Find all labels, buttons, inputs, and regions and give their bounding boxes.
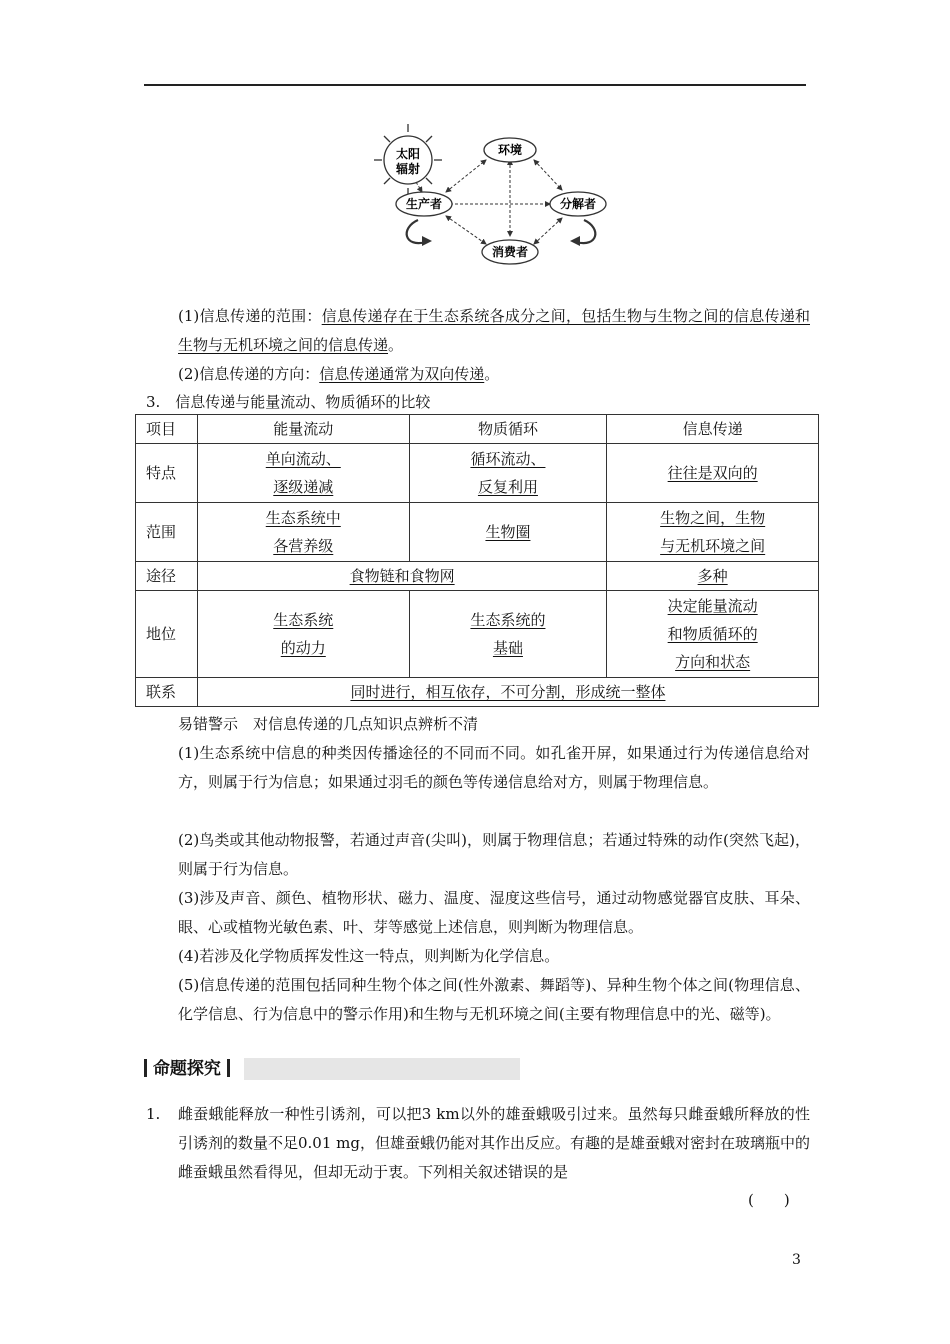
direction-answer: 信息传递通常为双向传递: [319, 365, 485, 383]
question-number: 1.: [146, 1105, 161, 1123]
table-row: [136, 444, 819, 503]
table-cell: 食物链和食物网: [197, 562, 606, 591]
header-rule: [144, 84, 806, 86]
note-item: (5)信息传递的范围包括同种生物个体之间(性外激素、舞蹈等)、异种生物个体之间(物理信息、化学信息、行为信息中的警示作用)和生物与无机环境之间(主要有物理信息中的光、磁等)。: [178, 976, 810, 1023]
answer-bracket: ( ): [748, 1191, 790, 1209]
table-cell: 生态系统的 基础: [409, 591, 607, 678]
table-row: [136, 678, 819, 707]
table-row: [136, 503, 819, 562]
header-cell: 信息传递: [607, 415, 819, 444]
note-item: (1)生态系统中信息的种类因传播途径的不同而不同。如孔雀开屏，如果通过行为传递信息给对方，则属于行为信息；如果通过羽毛的颜色等传递信息给对方，则属于物理信息。: [178, 744, 810, 791]
header-cell: 物质循环: [409, 415, 607, 444]
row-label: 联系: [136, 678, 198, 707]
table-cell: 生态系统 的动力: [197, 591, 409, 678]
row-label: 特点: [136, 444, 198, 503]
page-number: 3: [792, 1252, 801, 1268]
scope-answer: 信息传递存在于生态系统各成分之间，包括生物与生物之间的信息传递和生物与无机环境之间的信息传递: [178, 307, 810, 354]
header-cell: 能量流动: [197, 415, 409, 444]
header-cell: 项目: [136, 415, 198, 444]
table-cell: 生态系统中 各营养级: [197, 503, 409, 562]
table-cell: 循环流动、 反复利用: [409, 444, 607, 503]
scope-label: (1)信息传递的范围：: [178, 307, 322, 325]
table-cell: 生物圈: [409, 503, 607, 562]
section3-heading: 3. 信息传递与能量流动、物质循环的比较: [146, 393, 431, 411]
scope-paragraph: (1)信息传递的范围：信息传递存在于生态系统各成分之间，包括生物与生物之间的信息传递和生物与无机环境之间的信息传递。: [178, 307, 810, 354]
table-row: [136, 562, 819, 591]
information-flow-diagram: [370, 122, 620, 294]
table-cell: 多种: [607, 562, 819, 591]
note-item: (3)涉及声音、颜色、植物形状、磁力、温度、湿度这些信号，通过动物感觉器官皮肤、耳朵、眼、心或植物光敏色素、叶、芽等感觉上述信息，则判断为物理信息。: [178, 889, 810, 936]
table-row: [136, 591, 819, 678]
sun-label-1: 太阳: [395, 147, 421, 161]
direction-paragraph: (2)信息传递的方向：信息传递通常为双向传递。: [178, 365, 500, 383]
row-label: 范围: [136, 503, 198, 562]
section-title: 命题探究: [144, 1058, 230, 1080]
warning-title: 易错警示 对信息传递的几点知识点辨析不清: [178, 715, 479, 733]
table-cell: 同时进行，相互依存，不可分割，形成统一整体: [197, 678, 818, 707]
table-cell: 单向流动、 逐级递减: [197, 444, 409, 503]
direction-label: (2)信息传递的方向：: [178, 365, 320, 383]
consumer-label: 消费者: [491, 245, 529, 259]
comparison-table: [135, 414, 819, 707]
decomposer-label: 分解者: [559, 197, 597, 211]
note-item: (4)若涉及化学物质挥发性这一特点，则判断为化学信息。: [178, 947, 560, 965]
table-header-row: [136, 415, 819, 444]
row-label: 地位: [136, 591, 198, 678]
question-text: 雌蚕蛾能释放一种性引诱剂，可以把3 km以外的雄蚕蛾吸引过来。虽然每只雌蚕蛾所释放的性引诱剂的数量不足0.01 mg，但雄蚕蛾仍能对其作出反应。有趣的是雄蚕蛾对密封在玻璃瓶中的雌蚕蛾虽然看得见，但却无动于衷。下列相关叙述错误的是: [178, 1105, 810, 1181]
note-item: (2)鸟类或其他动物报警，若通过声音(尖叫)，则属于物理信息；若通过特殊的动作(突然飞起)，则属于行为信息。: [178, 831, 810, 878]
table-cell: 生物之间，生物 与无机环境之间: [607, 503, 819, 562]
row-label: 途径: [136, 562, 198, 591]
sun-label-2: 辐射: [395, 162, 421, 176]
table-cell: 往往是双向的: [607, 444, 819, 503]
environment-label: 环境: [497, 143, 523, 157]
producer-label: 生产者: [405, 197, 443, 211]
table-cell: 决定能量流动 和物质循环的 方向和状态: [607, 591, 819, 678]
